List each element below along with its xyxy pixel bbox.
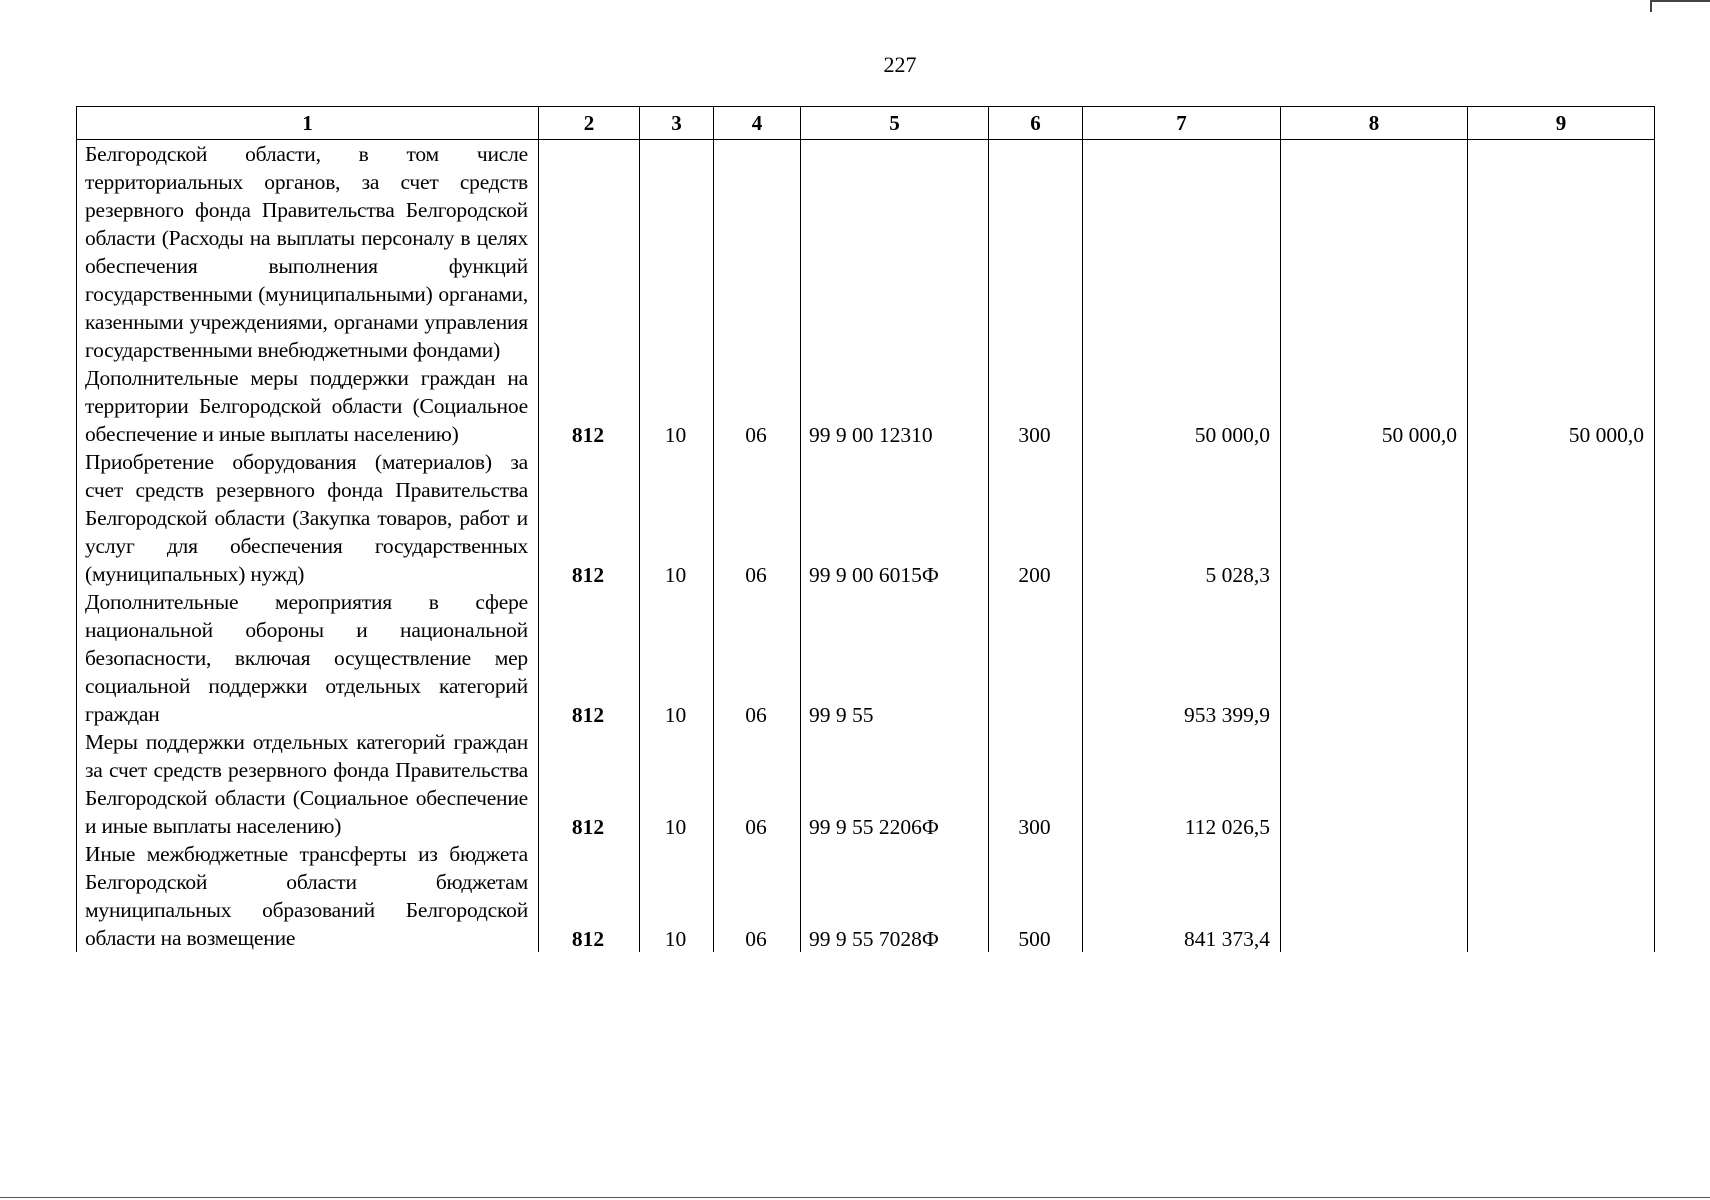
column-header-7: 7 [1083, 107, 1281, 140]
column-header-2: 2 [539, 107, 640, 140]
row-grbs-code: 812 [539, 588, 640, 728]
row-target-article: 99 9 55 [801, 588, 989, 728]
row-target-article: 99 9 00 6015Ф [801, 448, 989, 588]
row-section-code: 10 [640, 588, 714, 728]
row-section-code: 10 [640, 448, 714, 588]
scan-corner-mark [1650, 0, 1710, 12]
row-target-article [801, 140, 989, 365]
row-grbs-code: 812 [539, 728, 640, 840]
row-subsection-code: 06 [714, 364, 801, 448]
row-expense-type: 200 [989, 448, 1083, 588]
column-header-3: 3 [640, 107, 714, 140]
row-section-code: 10 [640, 364, 714, 448]
row-target-article: 99 9 55 7028Ф [801, 840, 989, 952]
row-amount-col9 [1468, 728, 1655, 840]
row-amount-col7: 50 000,0 [1083, 364, 1281, 448]
row-amount-col9 [1468, 840, 1655, 952]
row-section-code: 10 [640, 728, 714, 840]
budget-table [76, 106, 1655, 952]
row-amount-col8 [1281, 588, 1468, 728]
table-row [77, 840, 1655, 952]
row-subsection-code: 06 [714, 448, 801, 588]
column-header-8: 8 [1281, 107, 1468, 140]
row-amount-col7: 5 028,3 [1083, 448, 1281, 588]
column-header-9: 9 [1468, 107, 1655, 140]
row-grbs-code [539, 140, 640, 365]
row-amount-col8 [1281, 728, 1468, 840]
column-header-6: 6 [989, 107, 1083, 140]
row-section-code: 10 [640, 840, 714, 952]
row-subsection-code [714, 140, 801, 365]
column-header-1: 1 [77, 107, 539, 140]
row-subsection-code: 06 [714, 728, 801, 840]
row-amount-col9 [1468, 448, 1655, 588]
row-target-article: 99 9 00 12310 [801, 364, 989, 448]
page-number: 227 [883, 52, 917, 77]
table-row [77, 140, 1655, 365]
row-expense-type [989, 140, 1083, 365]
row-grbs-code: 812 [539, 364, 640, 448]
row-expense-type: 300 [989, 728, 1083, 840]
row-amount-col8 [1281, 140, 1468, 365]
row-expense-type [989, 588, 1083, 728]
row-section-code [640, 140, 714, 365]
row-amount-col7: 112 026,5 [1083, 728, 1281, 840]
row-description: Белгородской области, в том числе территориальных органов, за счет средств резервного фонда Правительства Белгородской области (Расходы на выплаты персоналу в целях обеспечения выполнения функций государственными (муниципальными) органами, казенными учреждениями, органами управления государственными внебюджетными фондами) [77, 140, 539, 365]
row-grbs-code: 812 [539, 840, 640, 952]
row-grbs-code: 812 [539, 448, 640, 588]
row-amount-col7: 841 373,4 [1083, 840, 1281, 952]
row-amount-col9 [1468, 140, 1655, 365]
row-expense-type: 500 [989, 840, 1083, 952]
row-target-article: 99 9 55 2206Ф [801, 728, 989, 840]
row-description: Иные межбюджетные трансферты из бюджета Белгородской области бюджетам муниципальных образований Белгородской области на возмещение [77, 840, 539, 952]
table-row [77, 364, 1655, 448]
row-subsection-code: 06 [714, 840, 801, 952]
row-description: Дополнительные мероприятия в сфере национальной обороны и национальной безопасности, включая осуществление мер социальной поддержки отдельных категорий граждан [77, 588, 539, 728]
column-header-4: 4 [714, 107, 801, 140]
column-header-5: 5 [801, 107, 989, 140]
row-description: Дополнительные меры поддержки граждан на территории Белгородской области (Социальное обеспечение и иные выплаты населению) [77, 364, 539, 448]
table-row [77, 728, 1655, 840]
scan-bottom-edge [0, 1197, 1710, 1198]
row-amount-col7: 953 399,9 [1083, 588, 1281, 728]
table-row [77, 448, 1655, 588]
row-expense-type: 300 [989, 364, 1083, 448]
row-description: Приобретение оборудования (материалов) за счет средств резервного фонда Правительства Белгородской области (Закупка товаров, работ и услуг для обеспечения государственных (муниципальных) нужд) [77, 448, 539, 588]
row-amount-col8 [1281, 448, 1468, 588]
row-amount-col9 [1468, 588, 1655, 728]
header-row [77, 107, 1655, 140]
row-subsection-code: 06 [714, 588, 801, 728]
row-amount-col8 [1281, 840, 1468, 952]
row-description: Меры поддержки отдельных категорий граждан за счет средств резервного фонда Правительства Белгородской области (Социальное обеспечение и иные выплаты населению) [77, 728, 539, 840]
row-amount-col8: 50 000,0 [1281, 364, 1468, 448]
row-amount-col9: 50 000,0 [1468, 364, 1655, 448]
row-amount-col7 [1083, 140, 1281, 365]
table-row [77, 588, 1655, 728]
